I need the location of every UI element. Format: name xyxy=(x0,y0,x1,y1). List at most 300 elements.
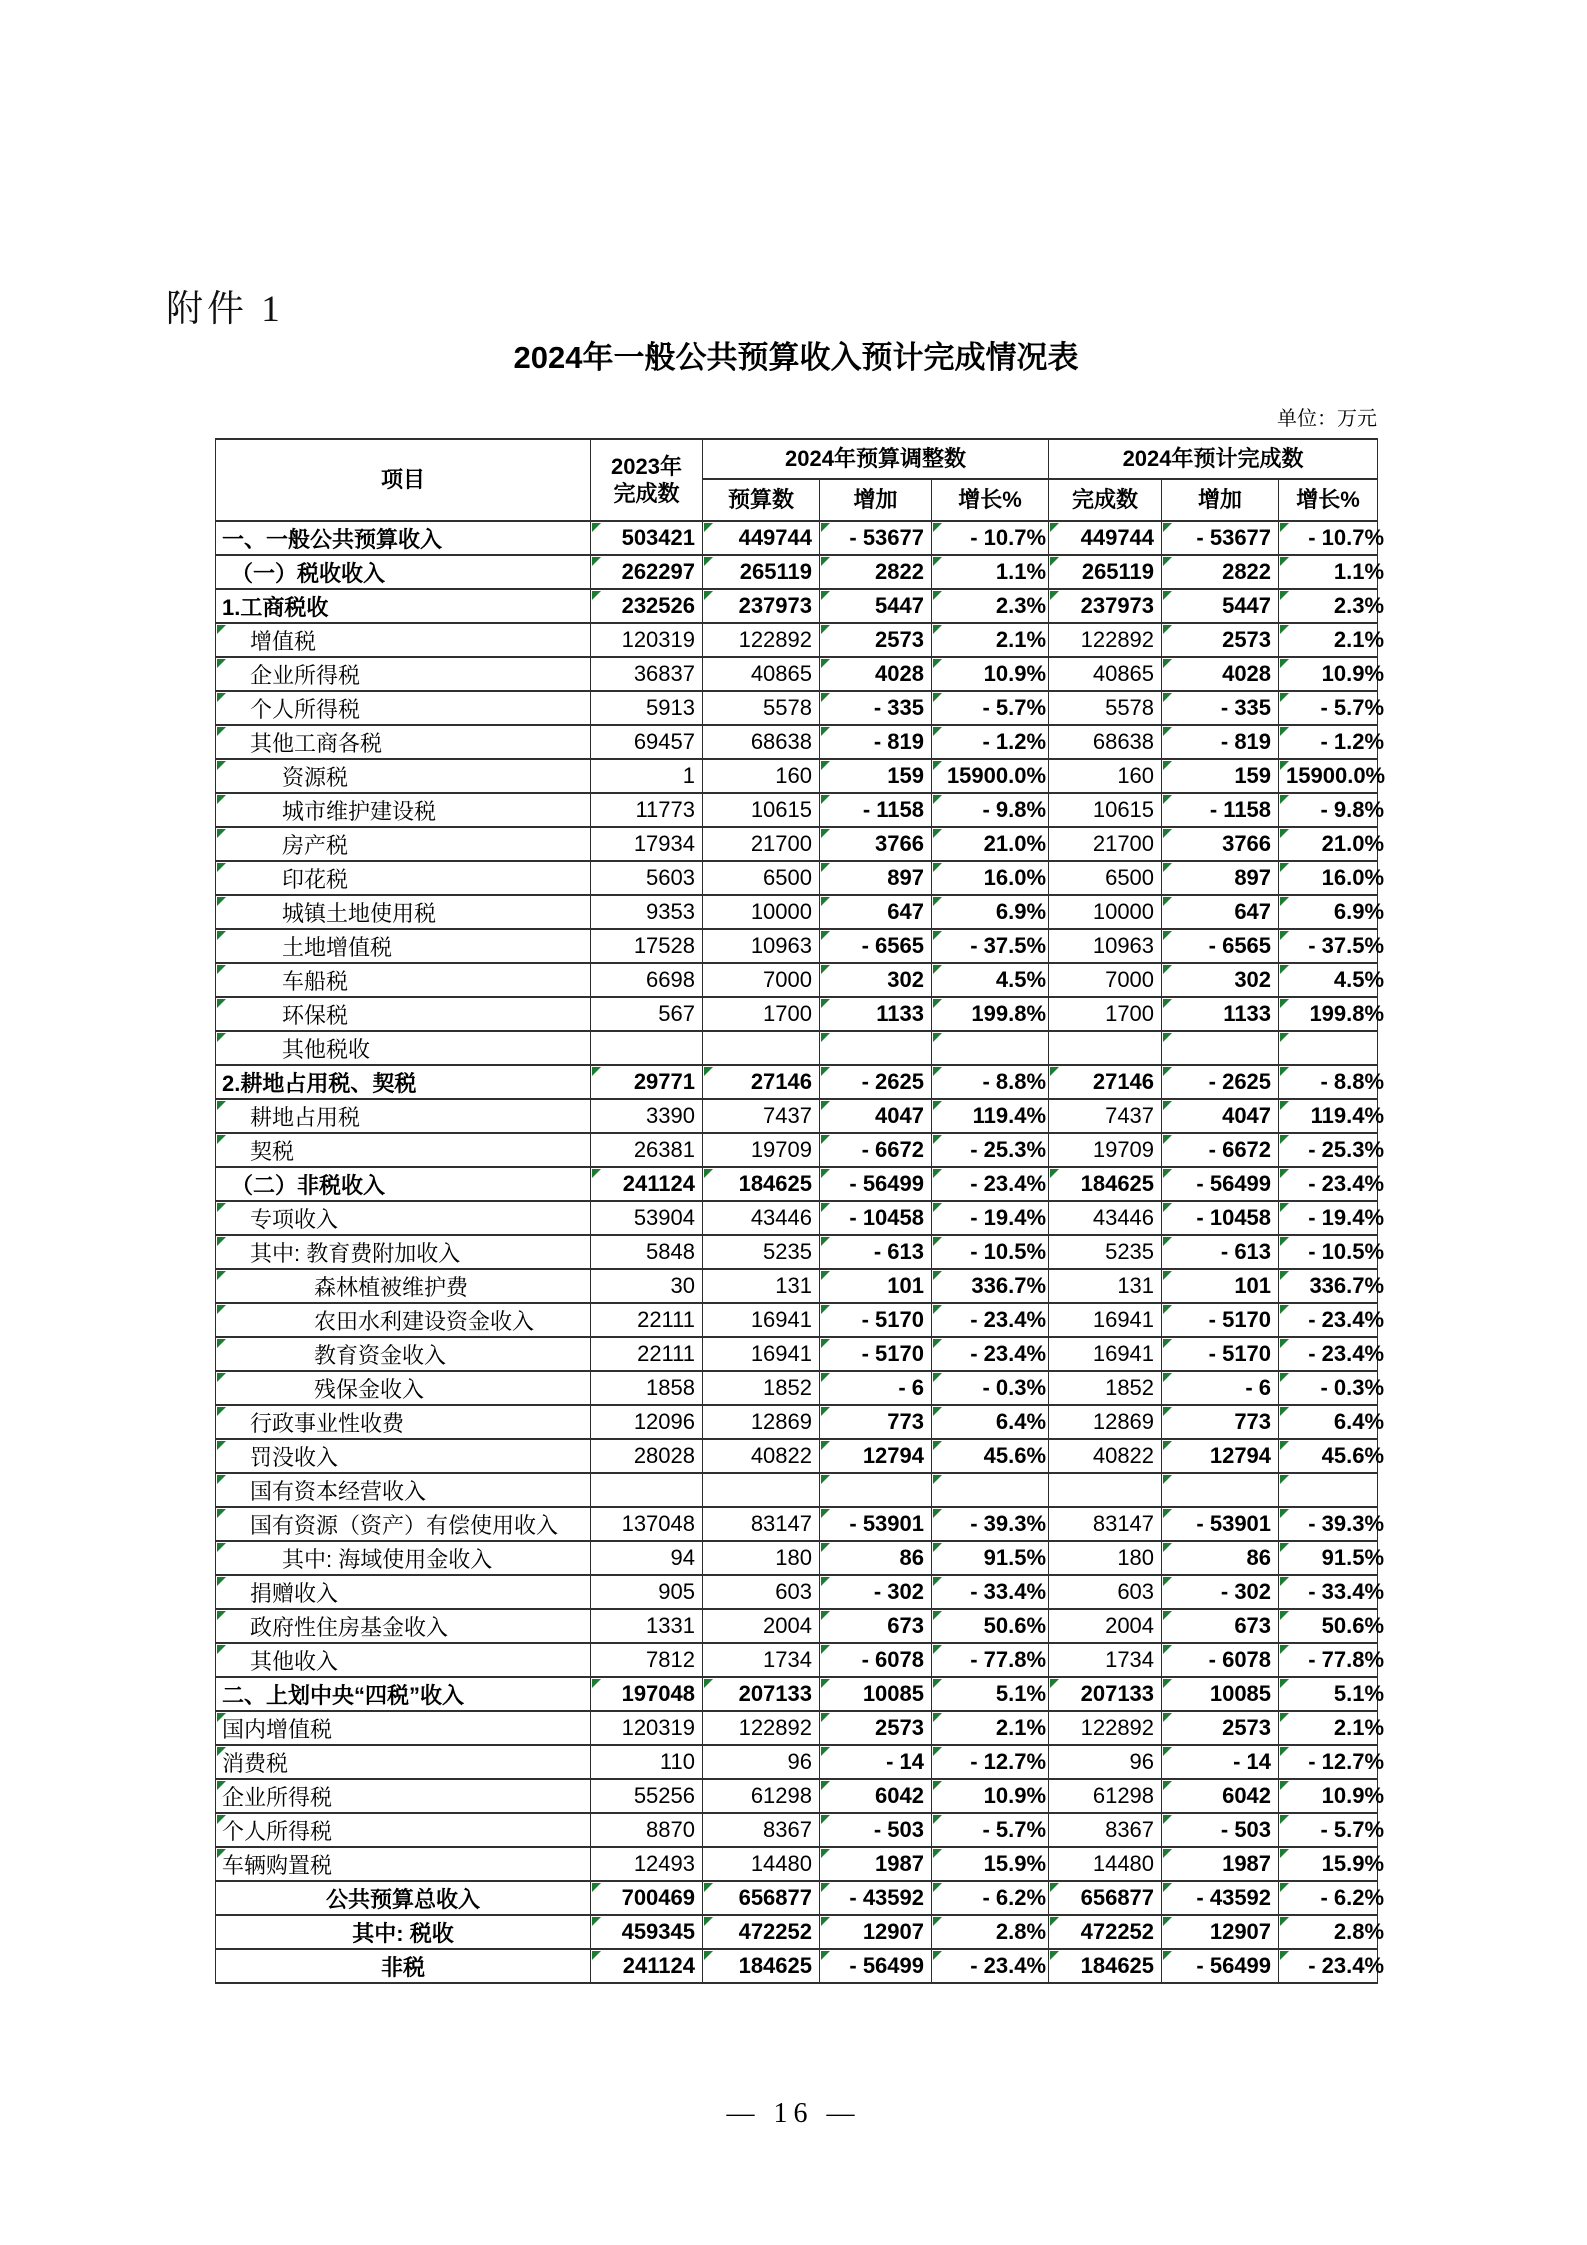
value-cell: 40822 xyxy=(703,1439,820,1473)
green-corner-triangle-icon xyxy=(1280,1271,1289,1280)
green-corner-triangle-icon xyxy=(1050,1169,1059,1178)
value-cell: 83147 xyxy=(1049,1507,1162,1541)
green-corner-triangle-icon xyxy=(217,1373,226,1382)
green-corner-triangle-icon xyxy=(933,1951,942,1960)
green-corner-triangle-icon xyxy=(704,1679,713,1688)
value-cell: 159 xyxy=(1162,759,1279,793)
value-cell: - 1158 xyxy=(1162,793,1279,827)
green-corner-triangle-icon xyxy=(592,1951,601,1960)
green-corner-triangle-icon xyxy=(821,1305,830,1314)
value-cell: 2573 xyxy=(1162,623,1279,657)
green-corner-triangle-icon xyxy=(1280,1543,1289,1552)
green-corner-triangle-icon xyxy=(933,591,942,600)
green-corner-triangle-icon xyxy=(821,1509,830,1518)
table-row xyxy=(216,1269,1378,1303)
value-cell xyxy=(820,1031,932,1065)
value-cell: 10000 xyxy=(1049,895,1162,929)
value-cell: 120319 xyxy=(591,623,703,657)
value-cell: 1700 xyxy=(1049,997,1162,1031)
value-cell: - 23.4% xyxy=(932,1167,1049,1201)
green-corner-triangle-icon xyxy=(933,1441,942,1450)
green-corner-triangle-icon xyxy=(933,1713,942,1722)
value-cell: - 14 xyxy=(1162,1745,1279,1779)
green-corner-triangle-icon xyxy=(217,999,226,1008)
green-corner-triangle-icon xyxy=(1280,1169,1289,1178)
green-corner-triangle-icon xyxy=(217,1543,226,1552)
green-corner-triangle-icon xyxy=(1163,1849,1172,1858)
value-cell: 6.4% xyxy=(1279,1405,1378,1439)
value-cell: 472252 xyxy=(1049,1915,1162,1949)
value-cell: - 12.7% xyxy=(1279,1745,1378,1779)
green-corner-triangle-icon xyxy=(217,1033,226,1042)
value-cell: 4028 xyxy=(820,657,932,691)
item-cell: 消费税 xyxy=(216,1745,591,1779)
value-cell: 40865 xyxy=(1049,657,1162,691)
item-cell: 罚没收入 xyxy=(216,1439,591,1473)
value-cell: 30 xyxy=(591,1269,703,1303)
green-corner-triangle-icon xyxy=(1163,1169,1172,1178)
value-cell: - 56499 xyxy=(1162,1949,1279,1983)
value-cell: 2.1% xyxy=(932,623,1049,657)
green-corner-triangle-icon xyxy=(1163,727,1172,736)
value-cell: 8870 xyxy=(591,1813,703,1847)
value-cell: 122892 xyxy=(1049,1711,1162,1745)
green-corner-triangle-icon xyxy=(704,1883,713,1892)
value-cell: 12907 xyxy=(820,1915,932,1949)
table-row xyxy=(216,1167,1378,1201)
value-cell: 603 xyxy=(1049,1575,1162,1609)
item-cell: 非税 xyxy=(216,1949,591,1983)
value-cell: 603 xyxy=(703,1575,820,1609)
table-header xyxy=(216,439,1378,521)
value-cell: 5578 xyxy=(703,691,820,725)
value-cell: 472252 xyxy=(703,1915,820,1949)
green-corner-triangle-icon xyxy=(1280,897,1289,906)
item-cell: 一、一般公共预算收入 xyxy=(216,521,591,555)
value-cell: 773 xyxy=(1162,1405,1279,1439)
green-corner-triangle-icon xyxy=(933,795,942,804)
green-corner-triangle-icon xyxy=(217,625,226,634)
green-corner-triangle-icon xyxy=(592,1883,601,1892)
value-cell: - 6 xyxy=(1162,1371,1279,1405)
value-cell: - 6565 xyxy=(820,929,932,963)
value-cell xyxy=(1049,1473,1162,1507)
value-cell: 3766 xyxy=(1162,827,1279,861)
value-cell: 159 xyxy=(820,759,932,793)
value-cell: 61298 xyxy=(1049,1779,1162,1813)
value-cell: 6698 xyxy=(591,963,703,997)
green-corner-triangle-icon xyxy=(1163,1577,1172,1586)
green-corner-triangle-icon xyxy=(1163,1441,1172,1450)
green-corner-triangle-icon xyxy=(1163,1407,1172,1416)
green-corner-triangle-icon xyxy=(821,1101,830,1110)
value-cell: 28028 xyxy=(591,1439,703,1473)
value-cell: 207133 xyxy=(703,1677,820,1711)
green-corner-triangle-icon xyxy=(821,693,830,702)
value-cell: 68638 xyxy=(703,725,820,759)
green-corner-triangle-icon xyxy=(821,1067,830,1076)
header-budget-cell: 预算数 xyxy=(703,479,820,521)
green-corner-triangle-icon xyxy=(821,1781,830,1790)
green-corner-triangle-icon xyxy=(821,1815,830,1824)
value-cell: - 819 xyxy=(1162,725,1279,759)
value-cell: 773 xyxy=(820,1405,932,1439)
page-number: — 16 — xyxy=(726,2098,861,2129)
value-cell: 2.8% xyxy=(1279,1915,1378,1949)
green-corner-triangle-icon xyxy=(821,795,830,804)
value-cell: - 6 xyxy=(820,1371,932,1405)
value-cell: - 335 xyxy=(1162,691,1279,725)
green-corner-triangle-icon xyxy=(821,1849,830,1858)
value-cell: 86 xyxy=(820,1541,932,1575)
green-corner-triangle-icon xyxy=(933,1407,942,1416)
green-corner-triangle-icon xyxy=(933,1611,942,1620)
green-corner-triangle-icon xyxy=(933,829,942,838)
table-row xyxy=(216,1405,1378,1439)
value-cell: 14480 xyxy=(703,1847,820,1881)
value-cell: - 5170 xyxy=(820,1337,932,1371)
value-cell: - 53677 xyxy=(1162,521,1279,555)
value-cell: 184625 xyxy=(703,1949,820,1983)
green-corner-triangle-icon xyxy=(1163,1101,1172,1110)
value-cell: - 5170 xyxy=(820,1303,932,1337)
green-corner-triangle-icon xyxy=(217,1577,226,1586)
item-cell: 增值税 xyxy=(216,623,591,657)
table-row xyxy=(216,1303,1378,1337)
green-corner-triangle-icon xyxy=(821,931,830,940)
value-cell: 15.9% xyxy=(1279,1847,1378,1881)
header-increase1-cell: 增加 xyxy=(820,479,932,521)
value-cell: - 6.2% xyxy=(1279,1881,1378,1915)
value-cell: - 25.3% xyxy=(932,1133,1049,1167)
green-corner-triangle-icon xyxy=(933,999,942,1008)
value-cell: 5913 xyxy=(591,691,703,725)
item-cell: 个人所得税 xyxy=(216,691,591,725)
item-cell: 行政事业性收费 xyxy=(216,1405,591,1439)
item-cell: 其他收入 xyxy=(216,1643,591,1677)
green-corner-triangle-icon xyxy=(821,1951,830,1960)
value-cell: 27146 xyxy=(703,1065,820,1099)
value-cell: 1331 xyxy=(591,1609,703,1643)
table-row xyxy=(216,1439,1378,1473)
green-corner-triangle-icon xyxy=(933,1883,942,1892)
green-corner-triangle-icon xyxy=(821,1033,830,1042)
green-corner-triangle-icon xyxy=(1163,1135,1172,1144)
value-cell: - 1.2% xyxy=(1279,725,1378,759)
green-corner-triangle-icon xyxy=(1280,1101,1289,1110)
value-cell: 43446 xyxy=(1049,1201,1162,1235)
value-cell: 4028 xyxy=(1162,657,1279,691)
green-corner-triangle-icon xyxy=(821,1169,830,1178)
green-corner-triangle-icon xyxy=(1280,659,1289,668)
green-corner-triangle-icon xyxy=(1163,1781,1172,1790)
table-row xyxy=(216,1745,1378,1779)
value-cell: 2.1% xyxy=(932,1711,1049,1745)
value-cell: 7000 xyxy=(1049,963,1162,997)
green-corner-triangle-icon xyxy=(1280,863,1289,872)
value-cell: 43446 xyxy=(703,1201,820,1235)
green-corner-triangle-icon xyxy=(217,1101,226,1110)
item-cell: 城镇土地使用税 xyxy=(216,895,591,929)
green-corner-triangle-icon xyxy=(1163,625,1172,634)
value-cell: 12493 xyxy=(591,1847,703,1881)
table-row xyxy=(216,1031,1378,1065)
value-cell: 207133 xyxy=(1049,1677,1162,1711)
value-cell: 160 xyxy=(1049,759,1162,793)
green-corner-triangle-icon xyxy=(217,1441,226,1450)
green-corner-triangle-icon xyxy=(217,1713,226,1722)
value-cell: 232526 xyxy=(591,589,703,623)
value-cell: 1734 xyxy=(1049,1643,1162,1677)
value-cell: 119.4% xyxy=(932,1099,1049,1133)
green-corner-triangle-icon xyxy=(821,1543,830,1552)
value-cell: 16941 xyxy=(703,1337,820,1371)
value-cell: 160 xyxy=(703,759,820,793)
value-cell: 1734 xyxy=(703,1643,820,1677)
green-corner-triangle-icon xyxy=(933,1577,942,1586)
value-cell: 5848 xyxy=(591,1235,703,1269)
green-corner-triangle-icon xyxy=(217,727,226,736)
header-2023-line1: 2023年 xyxy=(611,453,682,479)
green-corner-triangle-icon xyxy=(821,1203,830,1212)
green-corner-triangle-icon xyxy=(1280,1509,1289,1518)
green-corner-triangle-icon xyxy=(933,727,942,736)
value-cell: 40865 xyxy=(703,657,820,691)
header-completed-cell: 完成数 xyxy=(1049,479,1162,521)
value-cell: 265119 xyxy=(703,555,820,589)
value-cell: 12794 xyxy=(1162,1439,1279,1473)
green-corner-triangle-icon xyxy=(821,1475,830,1484)
green-corner-triangle-icon xyxy=(217,1645,226,1654)
item-cell: （一）税收收入 xyxy=(216,555,591,589)
value-cell: - 2625 xyxy=(1162,1065,1279,1099)
item-cell: 印花税 xyxy=(216,861,591,895)
item-cell: 农田水利建设资金收入 xyxy=(216,1303,591,1337)
green-corner-triangle-icon xyxy=(217,1475,226,1484)
green-corner-triangle-icon xyxy=(217,1747,226,1756)
green-corner-triangle-icon xyxy=(933,659,942,668)
value-cell: 36837 xyxy=(591,657,703,691)
green-corner-triangle-icon xyxy=(704,1917,713,1926)
value-cell: - 56499 xyxy=(820,1167,932,1201)
green-corner-triangle-icon xyxy=(933,1747,942,1756)
value-cell: 10000 xyxy=(703,895,820,929)
green-corner-triangle-icon xyxy=(1050,1883,1059,1892)
value-cell: 2573 xyxy=(820,1711,932,1745)
value-cell: 2.3% xyxy=(932,589,1049,623)
value-cell: 905 xyxy=(591,1575,703,1609)
green-corner-triangle-icon xyxy=(821,1577,830,1586)
value-cell: - 819 xyxy=(820,725,932,759)
value-cell: 4.5% xyxy=(1279,963,1378,997)
value-cell: 16941 xyxy=(1049,1303,1162,1337)
value-cell: 120319 xyxy=(591,1711,703,1745)
value-cell: 101 xyxy=(1162,1269,1279,1303)
item-cell: 政府性住房基金收入 xyxy=(216,1609,591,1643)
value-cell: 122892 xyxy=(703,623,820,657)
value-cell: 6.4% xyxy=(932,1405,1049,1439)
green-corner-triangle-icon xyxy=(821,1373,830,1382)
value-cell: 180 xyxy=(1049,1541,1162,1575)
value-cell: 131 xyxy=(1049,1269,1162,1303)
value-cell: - 9.8% xyxy=(1279,793,1378,827)
green-corner-triangle-icon xyxy=(933,1373,942,1382)
value-cell: 11773 xyxy=(591,793,703,827)
value-cell: - 8.8% xyxy=(1279,1065,1378,1099)
green-corner-triangle-icon xyxy=(592,1917,601,1926)
header-forecast-group-cell: 2024年预计完成数 xyxy=(1049,439,1378,479)
value-cell: - 10.7% xyxy=(1279,521,1378,555)
value-cell: 91.5% xyxy=(1279,1541,1378,1575)
budget-table xyxy=(215,438,1386,1984)
value-cell: 336.7% xyxy=(932,1269,1049,1303)
value-cell: 110 xyxy=(591,1745,703,1779)
value-cell: 656877 xyxy=(703,1881,820,1915)
value-cell: 241124 xyxy=(591,1949,703,1983)
green-corner-triangle-icon xyxy=(1163,1373,1172,1382)
value-cell: 5447 xyxy=(1162,589,1279,623)
value-cell: 15900.0% xyxy=(1279,759,1378,793)
green-corner-triangle-icon xyxy=(933,1679,942,1688)
green-corner-triangle-icon xyxy=(1280,1577,1289,1586)
value-cell xyxy=(591,1473,703,1507)
value-cell: 184625 xyxy=(1049,1167,1162,1201)
green-corner-triangle-icon xyxy=(704,1067,713,1076)
green-corner-triangle-icon xyxy=(1280,1203,1289,1212)
green-corner-triangle-icon xyxy=(1163,591,1172,600)
value-cell: - 6078 xyxy=(1162,1643,1279,1677)
green-corner-triangle-icon xyxy=(592,1067,601,1076)
value-cell xyxy=(1162,1473,1279,1507)
table-row xyxy=(216,929,1378,963)
green-corner-triangle-icon xyxy=(1163,1305,1172,1314)
green-corner-triangle-icon xyxy=(821,727,830,736)
value-cell: 61298 xyxy=(703,1779,820,1813)
item-cell: （二）非税收入 xyxy=(216,1167,591,1201)
green-corner-triangle-icon xyxy=(217,693,226,702)
value-cell: 21.0% xyxy=(932,827,1049,861)
table-row xyxy=(216,861,1378,895)
value-cell xyxy=(1279,1473,1378,1507)
value-cell: - 53901 xyxy=(1162,1507,1279,1541)
value-cell: 16941 xyxy=(703,1303,820,1337)
green-corner-triangle-icon xyxy=(1280,829,1289,838)
green-corner-triangle-icon xyxy=(217,1815,226,1824)
green-corner-triangle-icon xyxy=(1050,1951,1059,1960)
green-corner-triangle-icon xyxy=(1280,1713,1289,1722)
green-corner-triangle-icon xyxy=(821,761,830,770)
green-corner-triangle-icon xyxy=(1050,1679,1059,1688)
green-corner-triangle-icon xyxy=(217,659,226,668)
green-corner-triangle-icon xyxy=(217,1781,226,1790)
value-cell: - 39.3% xyxy=(932,1507,1049,1541)
value-cell: 184625 xyxy=(703,1167,820,1201)
green-corner-triangle-icon xyxy=(933,1543,942,1552)
green-corner-triangle-icon xyxy=(821,1917,830,1926)
value-cell: 7812 xyxy=(591,1643,703,1677)
value-cell: 19709 xyxy=(703,1133,820,1167)
green-corner-triangle-icon xyxy=(1163,659,1172,668)
value-cell: - 19.4% xyxy=(1279,1201,1378,1235)
green-corner-triangle-icon xyxy=(933,1033,942,1042)
green-corner-triangle-icon xyxy=(1163,1611,1172,1620)
green-corner-triangle-icon xyxy=(217,1237,226,1246)
green-corner-triangle-icon xyxy=(1280,1611,1289,1620)
green-corner-triangle-icon xyxy=(933,1169,942,1178)
green-corner-triangle-icon xyxy=(821,897,830,906)
value-cell: - 335 xyxy=(820,691,932,725)
value-cell: 897 xyxy=(1162,861,1279,895)
green-corner-triangle-icon xyxy=(1280,1033,1289,1042)
value-cell: 10615 xyxy=(703,793,820,827)
value-cell: 336.7% xyxy=(1279,1269,1378,1303)
value-cell: 9353 xyxy=(591,895,703,929)
value-cell: 1.1% xyxy=(1279,555,1378,589)
green-corner-triangle-icon xyxy=(1280,591,1289,600)
value-cell: - 10458 xyxy=(820,1201,932,1235)
value-cell: 55256 xyxy=(591,1779,703,1813)
green-corner-triangle-icon xyxy=(933,965,942,974)
green-corner-triangle-icon xyxy=(1280,1373,1289,1382)
item-cell: 森林植被维护费 xyxy=(216,1269,591,1303)
green-corner-triangle-icon xyxy=(217,761,226,770)
value-cell: 10963 xyxy=(1049,929,1162,963)
table-row xyxy=(216,1881,1378,1915)
value-cell: 96 xyxy=(703,1745,820,1779)
green-corner-triangle-icon xyxy=(933,931,942,940)
table-row xyxy=(216,623,1378,657)
green-corner-triangle-icon xyxy=(1280,1679,1289,1688)
table-row xyxy=(216,1915,1378,1949)
green-corner-triangle-icon xyxy=(217,1271,226,1280)
value-cell: 2822 xyxy=(820,555,932,589)
green-corner-triangle-icon xyxy=(1280,999,1289,1008)
green-corner-triangle-icon xyxy=(933,1237,942,1246)
green-corner-triangle-icon xyxy=(933,1781,942,1790)
table-row xyxy=(216,1099,1378,1133)
value-cell: 10085 xyxy=(1162,1677,1279,1711)
table-row xyxy=(216,997,1378,1031)
value-cell: - 613 xyxy=(820,1235,932,1269)
value-cell: 1987 xyxy=(1162,1847,1279,1881)
table-row xyxy=(216,589,1378,623)
value-cell: - 5170 xyxy=(1162,1337,1279,1371)
green-corner-triangle-icon xyxy=(821,1441,830,1450)
green-corner-triangle-icon xyxy=(821,659,830,668)
green-corner-triangle-icon xyxy=(1163,1543,1172,1552)
table-row xyxy=(216,657,1378,691)
value-cell: - 77.8% xyxy=(932,1643,1049,1677)
green-corner-triangle-icon xyxy=(821,829,830,838)
table-row xyxy=(216,1711,1378,1745)
green-corner-triangle-icon xyxy=(1280,727,1289,736)
green-corner-triangle-icon xyxy=(704,523,713,532)
green-corner-triangle-icon xyxy=(217,1339,226,1348)
green-corner-triangle-icon xyxy=(592,557,601,566)
green-corner-triangle-icon xyxy=(704,557,713,566)
green-corner-triangle-icon xyxy=(592,1169,601,1178)
value-cell: - 53677 xyxy=(820,521,932,555)
value-cell: 2.1% xyxy=(1279,623,1378,657)
item-cell: 资源税 xyxy=(216,759,591,793)
item-cell: 城市维护建设税 xyxy=(216,793,591,827)
value-cell: 199.8% xyxy=(932,997,1049,1031)
value-cell: 302 xyxy=(1162,963,1279,997)
table-row xyxy=(216,1337,1378,1371)
table-row xyxy=(216,827,1378,861)
value-cell xyxy=(591,1031,703,1065)
value-cell: - 23.4% xyxy=(1279,1949,1378,1983)
